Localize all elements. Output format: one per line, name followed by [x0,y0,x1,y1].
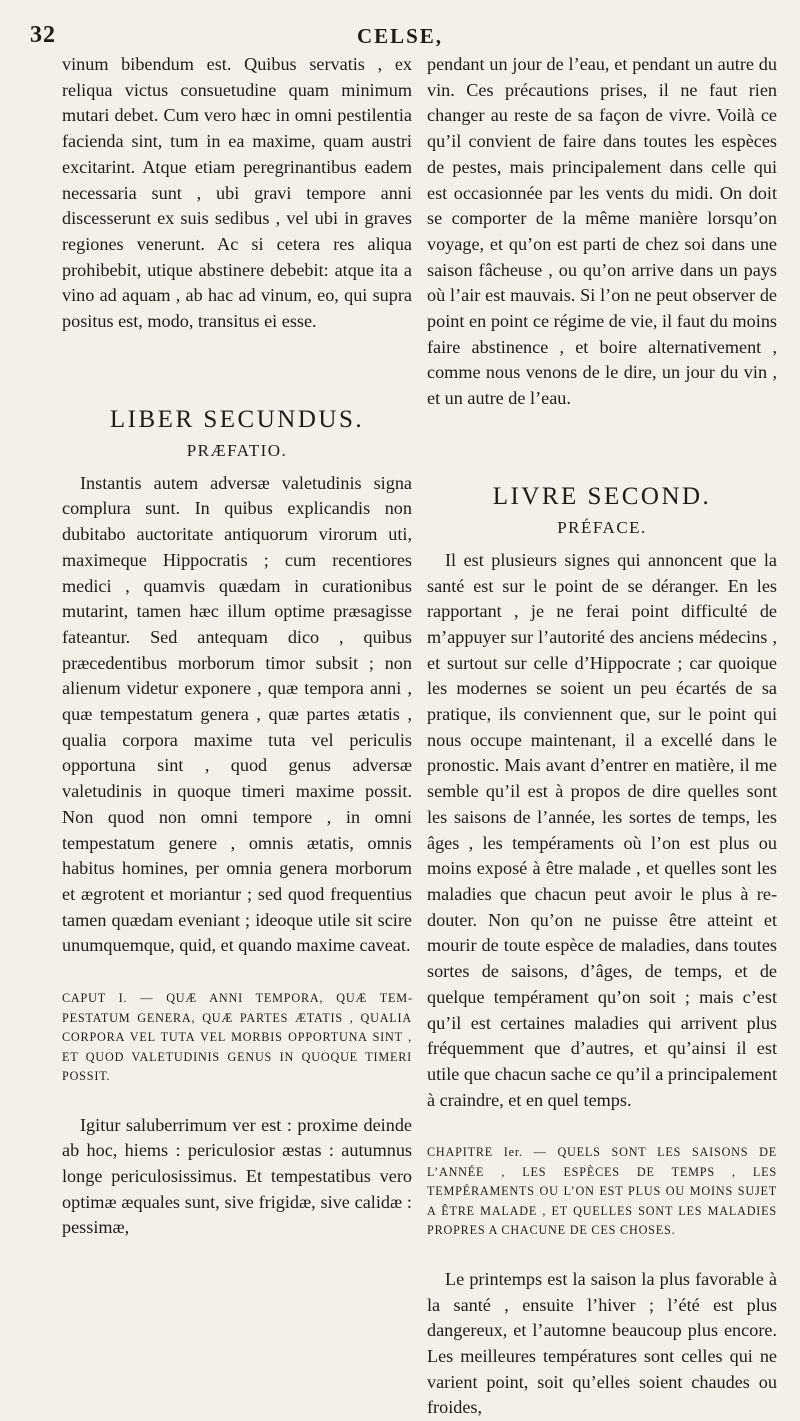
french-column [427,52,777,1421]
latin-paragraph-1: vinum bibendum est. Quibus servatis , ex reliqua victus consuetudine quam minimum mutari debet. Cum vero hæc in omni pestilentia facienda sint, tum in ea maxime, quam austri excitarint. Atque etiam peregrinantibus eadem necessaria sunt , ubi gravi tempore anni discesserunt ex suis sedibus , vel ubi in graves regiones venerunt. Ac si cetera res aliqua prohibebit, utique abstinere debebit: atque ita a vino ad aquam , ab hac ad vinum, eo, qui supra positus est, modo, transitus ei esse. [62,54,412,332]
latin-column [62,52,412,1241]
french-section-title: PRÉFACE. [557,517,647,537]
latin-paragraph-2: Instantis autem adversæ valetudinis signa complura sunt. In quibus explicandis non dubitabo auctoritate antiquorum virorum uti, maximeque Hippocratis ; cum recentiores medici , quamvis quædam in curationibus mutarint, tamen hæc illum optime præsagisse fateantur. Sed antequam dico , quibus præcedentibus morborum timor subsit ; non alienum videtur exponere , quæ tempora anni , quæ tempestatum genera , quæ partes ætatis , qualia corpora maxime tuta vel periculis opportuna sint , quod genus adversæ valetudinis in quoque timeri maxime possit. Non quod non omni tempore , in omni tempestatum genere , omnis ætatis, omnis habitus homines, per omnia genera morborum et ægrotent et moriantur ; sed quod frequentius tamen quædam eveniant ; ideoque utile sit scire unumquemque, quid, et quando maxime caveat. [62,472,412,956]
french-paragraph-3: Le printemps est la saison la plus favorable à la santé , ensuite l’hiver ; l’été est plus dangereux, et l’automne beaucoup plus encore. Les meilleures températures sont celles qui ne varient point, soit qu’elles soient chaudes ou froides, [427,1268,777,1418]
french-book-title: LIVRE SECOND. [492,482,712,510]
french-chapter-heading: CHAPITRE Ier. — QUELS SONT LES SAISONS DE L’ANNÉE , LES ESPÈCES DE TEMPS , LES TEMPÉRAMENTS OU L’ON EST PLUS OU MOINS SUJET A ÊTRE MALADE , ET QUELLES SONT LES MALADIES PROPRES A CHACUNE DE CES CHOSES. [427,1145,777,1238]
french-paragraph-1: pendant un jour de l’eau, et pendant un autre du vin. Ces précautions prises, il ne faut rien changer au reste de sa façon de vivre. Voilà ce qu’il convient de faire dans toutes les espèces de pestes, mais principalement dans celle qui est occasionnée par les vents du midi. On doit se comporter de la même manière lorsqu’on voyage, et qu’on est parti de chez soi dans une saison fâcheuse , ou qu’on arrive dans un pays où l’air est mauvais. Si l’on ne peut observer de point en point ce régime de vie, il faut du moins faire abstinence , et boire alternativement , comme nous venons de le dire, un jour du vin , et un autre de l’eau. [427,54,777,409]
latin-paragraph-3: Igitur saluberrimum ver est : proxime deinde ab hoc, hiems : periculosior æstas : autumnus longe periculosissimus. Et tempestatibus vero optimæ æquales sunt, sive frigidæ, sive calidæ : pessimæ, [62,1114,412,1238]
running-head: CELSE, [356,24,444,48]
french-paragraph-2: Il est plusieurs signes qui annoncent que la santé est sur le point de se déranger. En les rapportant , je ne ferai point difficulté de m’appuyer sur l’autorité des anciens médecins , et surtout sur celle d’Hippocrate ; car quoique les modernes se soient un peu écartés de sa pratique, ils conviennent que, sur le point qui nous occupe maintenant, il a excellé dans le pronostic. Mais avant d’entrer en matière, il me semble qu’il est à propos de dire quelles sont les saisons de l’année, les sortes de temps, les âges , les tempéraments où l’on est plus ou moins exposé à être malade , et quelles sont les maladies que chacun peut avoir le plus à redouter. Non qu’on ne puisse être atteint et mourir de toute espèce de maladies, dans toutes sortes de saisons, d’âges, de temps, et de quelque tempérament qu’on soit ; mais c’est qu’il est certaines maladies qui arrivent plus fréquemment que d’autres, et qu’ainsi il est utile que chacun sache ce qu’il a principalement à craindre, et en quel temps. [427,549,777,1110]
page-number: 32 [30,22,56,48]
latin-chapter-heading: CAPUT I. — QUÆ ANNI TEMPORA, QUÆ TEMPESTATUM GENERA, QUÆ PARTES ÆTATIS , QUALIA CORPORA VEL TUTA VEL MORBIS OPPORTUNA SINT , ET QUOD VALETUDINIS GENUS IN QUOQUE TIMERI POSSIT. [62,991,412,1084]
latin-book-title: LIBER SECUNDUS. [109,405,365,433]
latin-section-title: PRÆFATIO. [186,440,288,460]
